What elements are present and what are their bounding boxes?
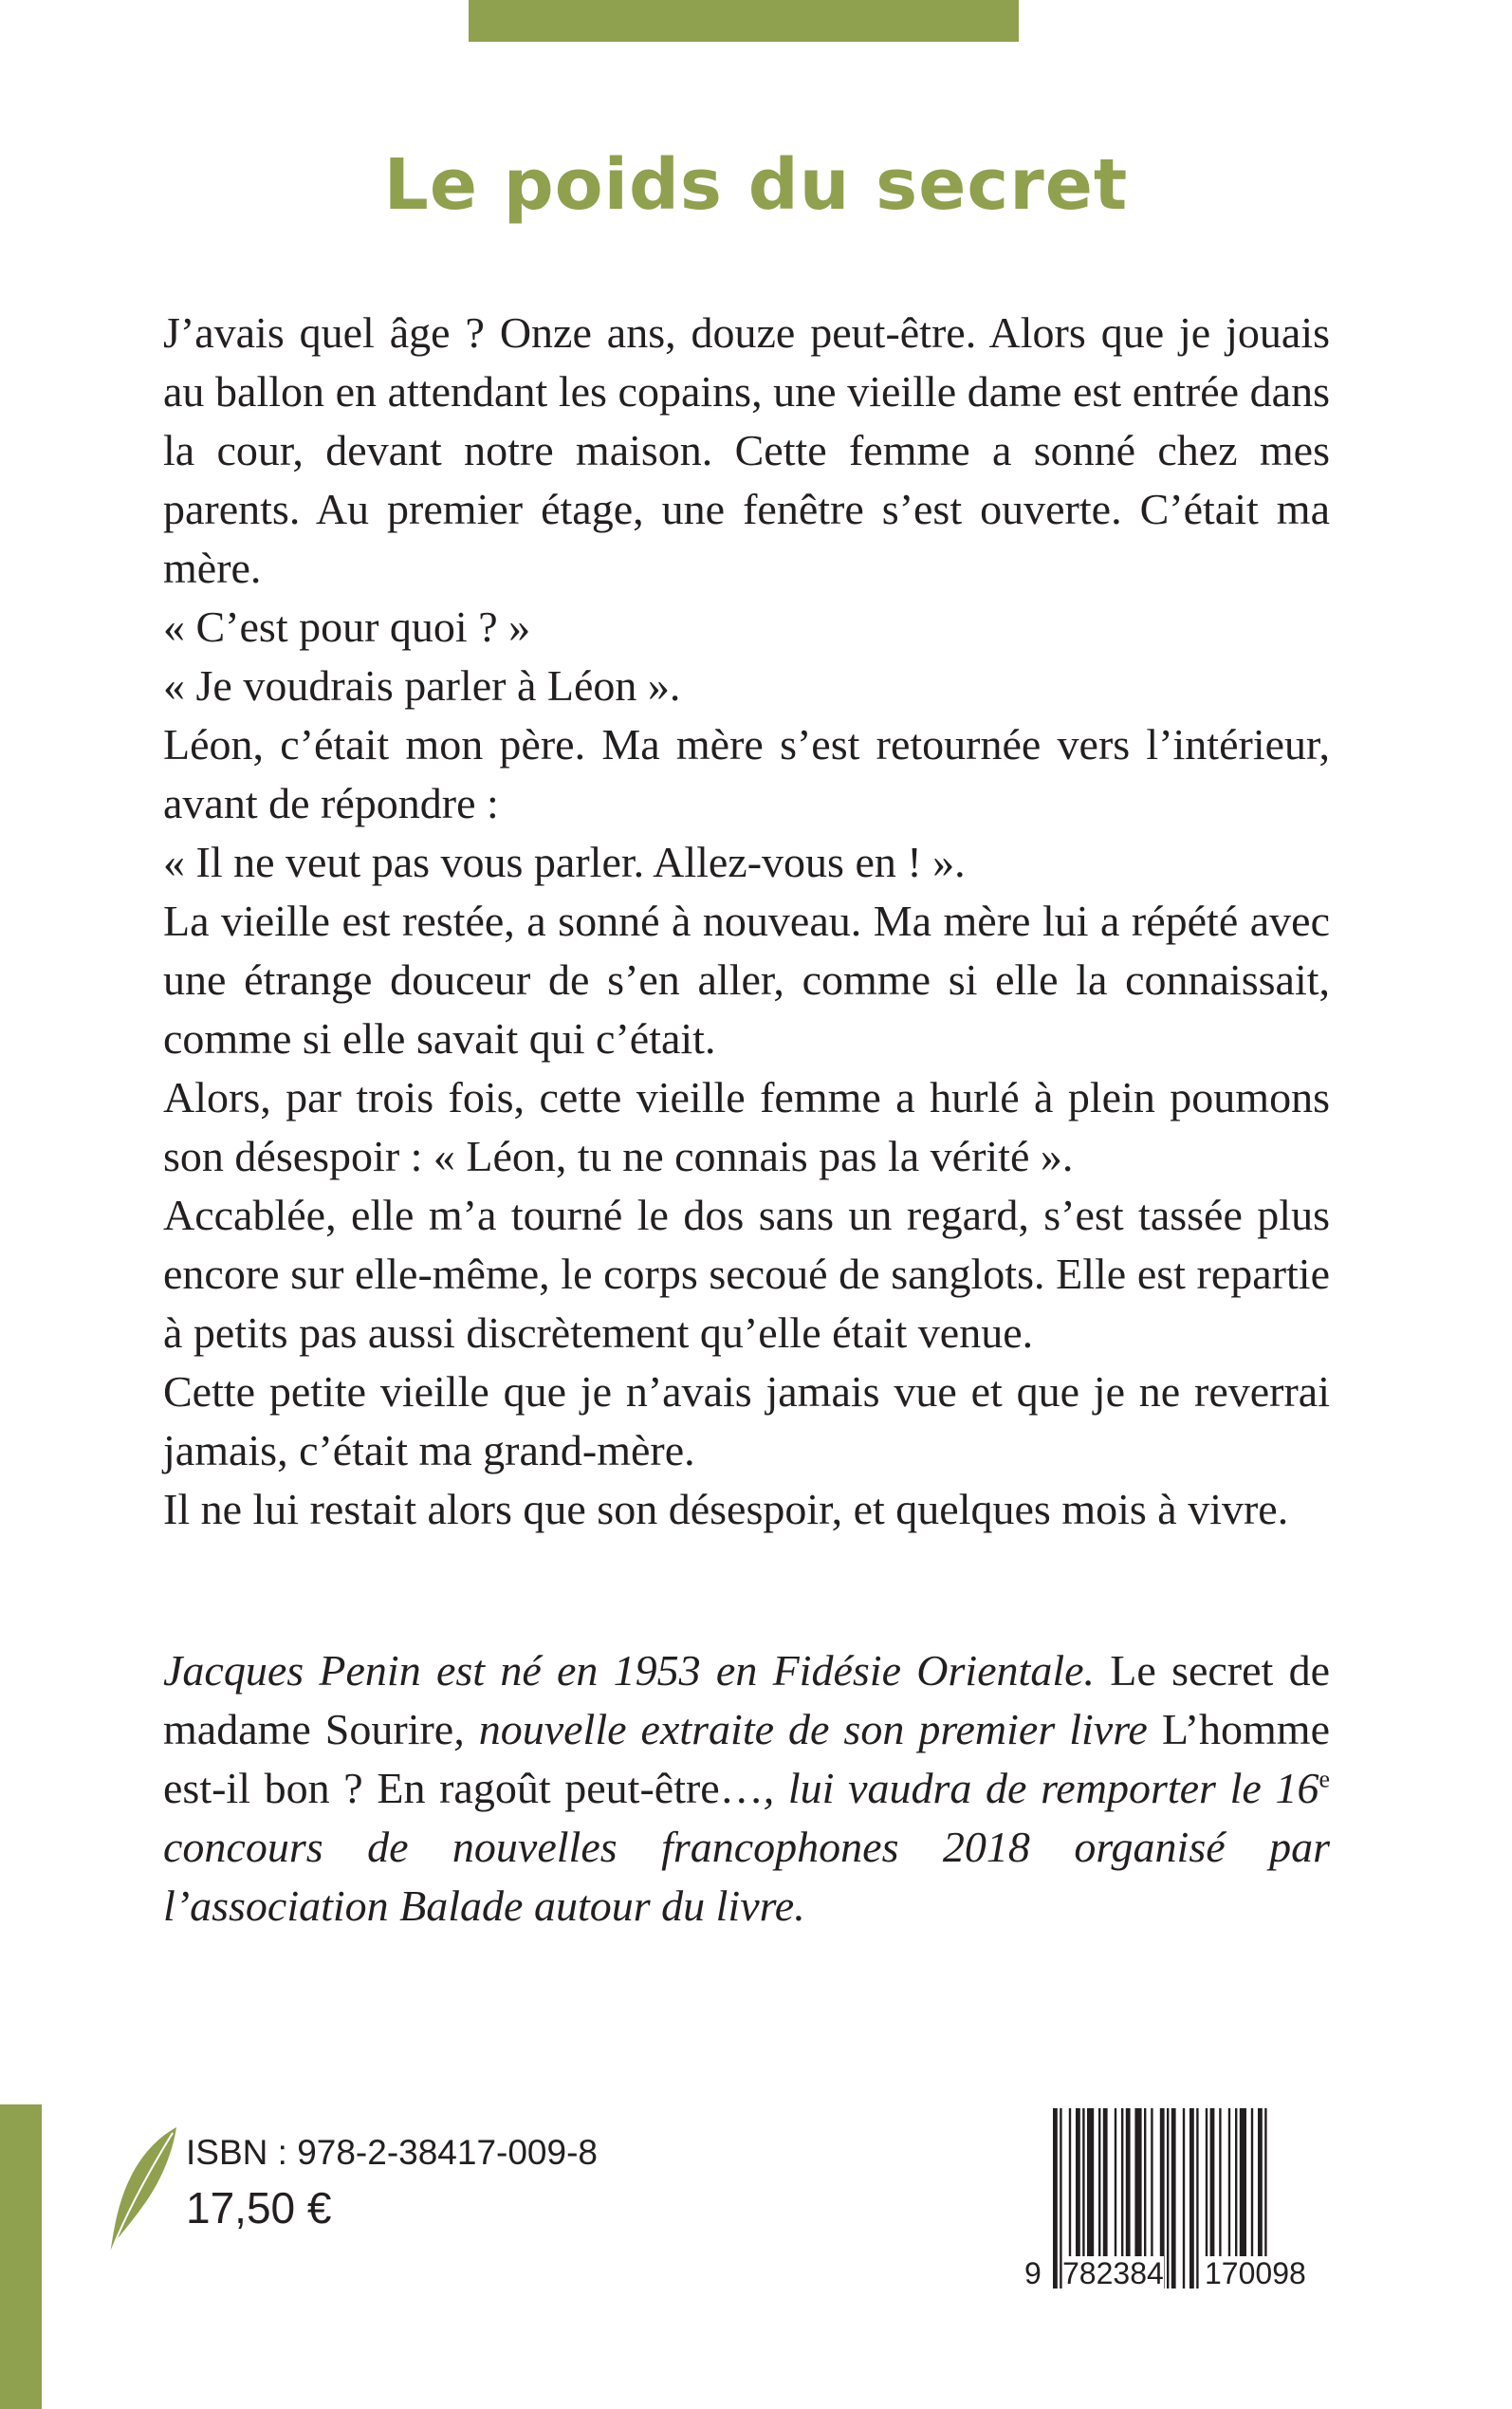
barcode-left-digits: 782384 xyxy=(1062,2256,1164,2290)
top-accent-bar xyxy=(469,0,1019,42)
bio-text: L’homme est-il bon ? En ragoût peut-être… xyxy=(163,1705,1330,1812)
barcode-bar xyxy=(1167,2108,1169,2289)
paragraph: Accablée, elle m’a tourné le dos sans un regard, s’est tassée plus encore sur elle-même, le corps secoué de sanglots. Elle est repartie à petits pas aussi discrètement qu’elle était venue. xyxy=(163,1191,1330,1357)
paragraph: « C’est pour quoi ? » xyxy=(163,602,531,651)
paragraph: Cette petite vieille que je n’avais jamais vue et que je ne reverrai jamais, c’était ma grand-mère. xyxy=(163,1367,1330,1474)
barcode-first-digit: 9 xyxy=(1024,2256,1042,2290)
book-title: Le poids du secret xyxy=(383,144,1129,226)
barcode-bar xyxy=(1183,2108,1185,2289)
paragraph: La vieille est restée, a sonné à nouveau. Ma mère lui a répété avec une étrange douceur de s’en aller, comme si elle la connaissait, comme si elle savait qui c’était. xyxy=(163,897,1330,1063)
paragraph: Léon, c’était mon père. Ma mère s’est retournée vers l’intérieur, avant de répondre : xyxy=(163,720,1330,827)
barcode xyxy=(1024,2108,1337,2336)
barcode-bar xyxy=(1053,2108,1058,2289)
side-accent-bar xyxy=(0,2104,42,2409)
price-text: 17,50 € xyxy=(186,2183,332,2233)
paragraph: Alors, par trois fois, cette vieille femme a hurlé à plein poumons son désespoir : « Léon, tu ne connais pas la vérité ». xyxy=(163,1073,1330,1180)
feather-icon xyxy=(104,2125,180,2258)
barcode-right-digits: 170098 xyxy=(1205,2256,1306,2290)
paragraph: Il ne lui restait alors que son désespoir, et quelques mois à vivre. xyxy=(163,1485,1289,1533)
bio-text: concours de nouvelles francophones 2018 organisé par l’association Balade autour du livre. xyxy=(163,1823,1330,1930)
back-cover-text xyxy=(163,304,1330,1539)
isbn-text: ISBN : 978-2-38417-009-8 xyxy=(186,2133,598,2172)
barcode-bar xyxy=(1189,2108,1194,2289)
bio-text: Jacques Penin est né en 1953 en Fidésie Orientale. xyxy=(163,1646,1096,1695)
bio-text: , lui vaudra de remporter le 16 xyxy=(763,1764,1319,1812)
paragraph: « Je voudrais parler à Léon ». xyxy=(163,661,681,710)
paragraph: J’avais quel âge ? Onze ans, douze peut-être. Alors que je jouais au ballon en attendant les copains, une vieille dame est entrée dans la cour, devant notre maison. Cette femme a sonné chez mes parents. Au premier étage, une fenêtre s’est ouverte. C’était ma mère. xyxy=(163,308,1330,592)
paragraph: « Il ne veut pas vous parler. Allez-vous en ! ». xyxy=(163,838,966,886)
bio-superscript: e xyxy=(1318,1765,1330,1793)
barcode-bar xyxy=(1171,2108,1176,2289)
author-bio xyxy=(163,1641,1330,1936)
bio-text: Le secret de madame Sourire xyxy=(163,1646,1330,1753)
bio-text: , nouvelle extraite de son premier livre xyxy=(453,1705,1162,1753)
barcode-bar xyxy=(1196,2108,1198,2289)
